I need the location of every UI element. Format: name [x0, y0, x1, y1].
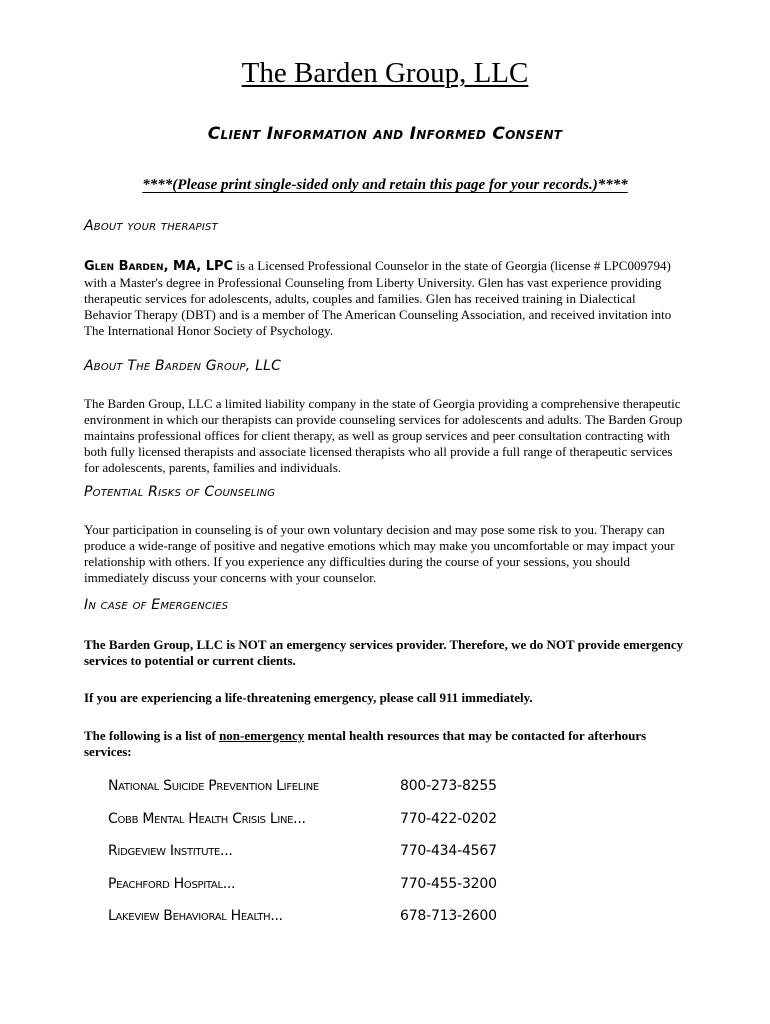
resource-phone: 800-273-8255: [400, 778, 497, 794]
resource-row: [108, 778, 608, 811]
paragraph-call-911: If you are experiencing a life-threatening emergency, please call 911 immediately.: [84, 690, 533, 705]
print-notice-text: ****(Please print single-sided only and retain this page for your records.)****: [142, 177, 628, 193]
document-title: [0, 56, 770, 90]
resource-intro-nonemergency: non-emergency: [219, 728, 305, 743]
therapist-bio: is a Licensed Professional Counselor in the state of Georgia (license # LPC009794) with a Master's degree in Professional Counseling from Liberty University. Glen has vast experience providing therapeutic services for adolescents, adults, couples and families. Glen has received training in Dialectical Behavior Therapy (DBT) and is a member of The American Counseling Association, and received invitation into The International Honor Society of Psychology.: [84, 258, 672, 338]
resource-phone: 678-713-2600: [400, 908, 497, 924]
resource-row: [108, 811, 608, 844]
paragraph-not-emergency-provider: The Barden Group, LLC is NOT an emergency services provider. Therefore, we do NOT provide emergency services to potential or current clients.: [84, 637, 684, 668]
resource-name: National Suicide Prevention Lifeline: [108, 778, 319, 794]
resource-name: Lakeview Behavioral Health...: [108, 908, 283, 924]
resource-name: Cobb Mental Health Crisis Line...: [108, 810, 306, 827]
resource-list: [108, 778, 608, 941]
resource-phone: 770-434-4567: [400, 843, 497, 859]
resource-intro-pre: The following is a list of: [84, 728, 220, 743]
paragraph-risks: Your participation in counseling is of your own voluntary decision and may pose some risk to you. Therapy can produce a wide-range of positive and negative emotions which may make you uncomfortable or may impact your relationship with others. If you experience any difficulties during the course of your sessions, you should immediately discuss your concerns with your counselor.: [84, 522, 675, 585]
document-title-text: The Barden Group, LLC: [241, 57, 529, 89]
resource-row: [108, 843, 608, 876]
resource-name: Ridgeview Institute...: [108, 843, 233, 859]
resource-intro-post: mental health resources that may be contacted for afterhours services:: [84, 728, 647, 759]
heading-about-therapist: About your therapist: [84, 218, 218, 234]
resource-row: [108, 908, 608, 941]
resource-name: Peachford Hospital...: [108, 875, 236, 892]
heading-about-group: About The Barden Group, LLC: [84, 358, 282, 374]
paragraph-about-therapist: [84, 258, 684, 339]
paragraph-about-group: The Barden Group, LLC a limited liability company in the state of Georgia providing a comprehensive therapeutic environment in which our therapists can provide counseling services for adolescents and adults. The Barden Group maintains professional offices for client therapy, as well as group services and peer consultation contracting with both fully licensed therapists and associate licensed therapists who all provide a full range of therapeutic services for adolescents, parents, families and individuals.: [84, 396, 683, 475]
document-subtitle: Client Information and Informed Consent: [207, 124, 563, 144]
paragraph-resource-intro: [84, 728, 684, 760]
resource-row: [108, 876, 608, 909]
therapist-name: Glen Barden, MA, LPC: [84, 259, 234, 274]
heading-emergencies: In case of Emergencies: [84, 597, 229, 613]
print-notice: [0, 177, 770, 194]
heading-risks: Potential Risks of Counseling: [84, 484, 276, 500]
resource-phone: 770-455-3200: [400, 875, 497, 892]
resource-phone: 770-422-0202: [400, 810, 497, 827]
